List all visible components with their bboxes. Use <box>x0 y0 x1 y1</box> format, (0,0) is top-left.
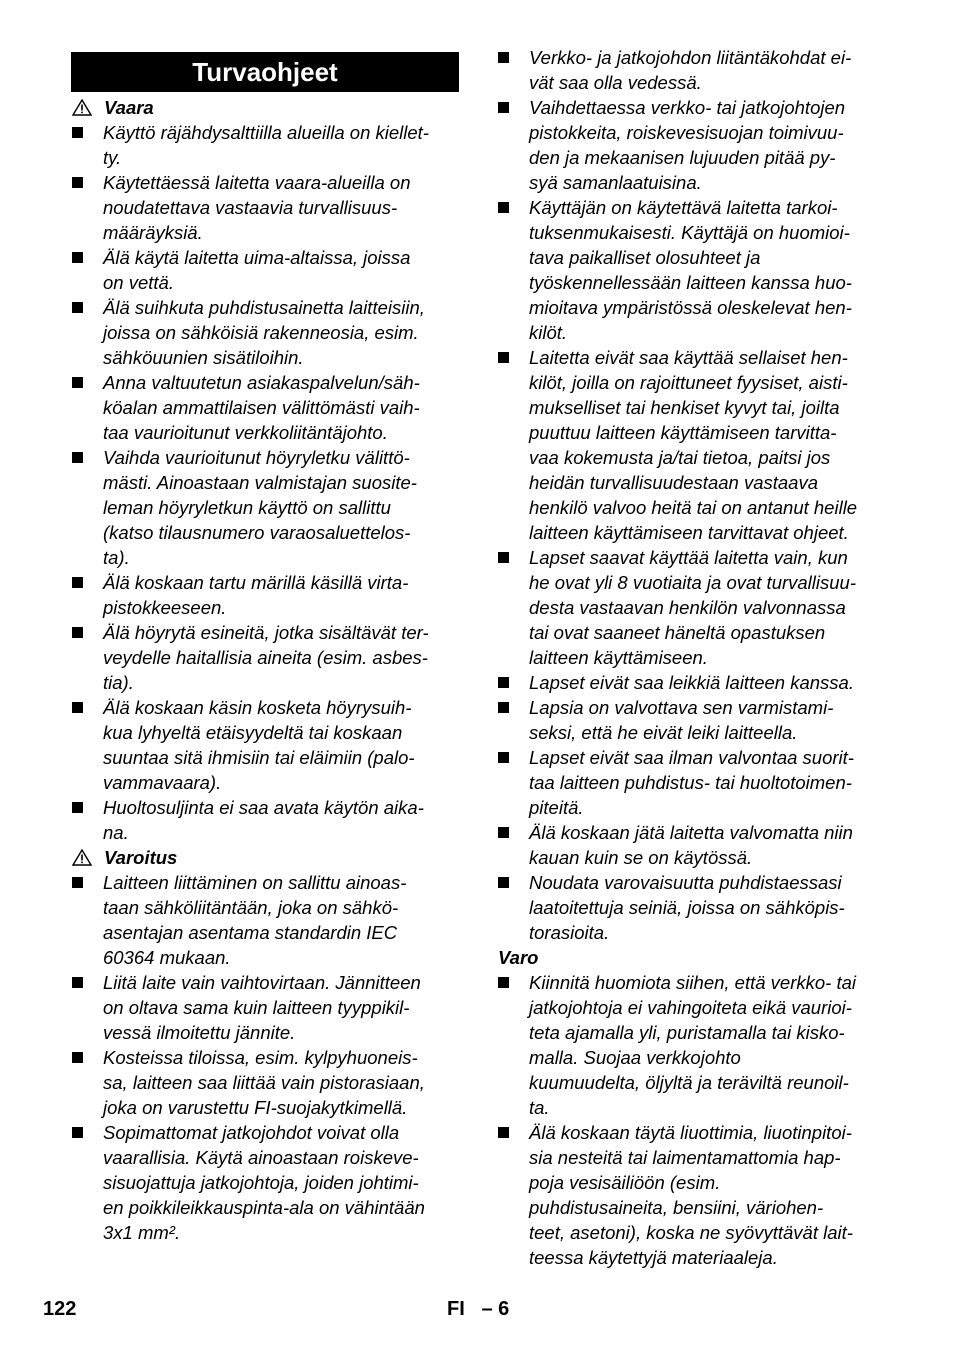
text-line <box>497 795 889 820</box>
left-column-content <box>71 95 459 1245</box>
bullet-item <box>71 695 459 795</box>
bullet-text: Lapsia on valvottava sen varmistami- <box>529 697 834 718</box>
square-bullet-icon <box>72 177 83 188</box>
bullet-text: poja vesisäiliöön (esim. <box>529 1172 721 1193</box>
bullet-text: sähköuunien sisätiloihin. <box>103 347 304 368</box>
bullet-text: kua lyhyeltä etäisyydeltä tai koskaan <box>103 722 403 743</box>
warning-triangle-icon <box>72 849 92 866</box>
bullet-text: tia). <box>103 672 134 693</box>
bullet-item <box>71 570 459 620</box>
text-line <box>71 920 459 945</box>
bullet-text: teet, asetoni), koska ne syövyttävät lait- <box>529 1222 853 1243</box>
text-line <box>497 1145 889 1170</box>
text-line <box>497 320 889 345</box>
text-line <box>497 345 889 370</box>
bullet-text: Liitä laite vain vaihtovirtaan. Jännitteen <box>103 972 421 993</box>
text-line <box>71 1120 459 1145</box>
bullet-text: laitteen käyttämiseen. <box>529 647 708 668</box>
bullet-text: Käyttö räjähdysalttiilla alueilla on kiellet- <box>103 122 429 143</box>
bullet-item <box>71 1120 459 1245</box>
bullet-text: Älä koskaan täytä liuottimia, liuotinpitoi- <box>529 1122 852 1143</box>
text-line <box>497 1220 889 1245</box>
text-line <box>71 320 459 345</box>
text-line <box>71 595 459 620</box>
bullet-text: jatkojohtoja ei vahingoiteta eikä vaurioi- <box>529 997 852 1018</box>
square-bullet-icon <box>498 102 509 113</box>
bullet-text: Kosteissa tiloissa, esim. kylpyhuoneis- <box>103 1047 418 1068</box>
text-line <box>71 720 459 745</box>
square-bullet-icon <box>72 627 83 638</box>
text-line <box>497 145 889 170</box>
square-bullet-icon <box>72 702 83 713</box>
text-line <box>497 895 889 920</box>
square-bullet-icon <box>72 252 83 263</box>
text-line <box>497 1070 889 1095</box>
bullet-item <box>497 95 889 195</box>
text-line <box>497 245 889 270</box>
bullet-text: Vaihdettaessa verkko- tai jatkojohtojen <box>529 97 846 118</box>
page-reference: FI – 6 <box>447 1298 510 1320</box>
heading-text: Varoitus <box>104 847 178 868</box>
bullet-text: kuumuudelta, öljyltä ja teräviltä reunoil- <box>529 1072 849 1093</box>
bullet-text: 60364 mukaan. <box>103 947 231 968</box>
heading-text: Vaara <box>104 97 154 118</box>
text-line <box>497 770 889 795</box>
text-line <box>497 420 889 445</box>
bullet-text: ta). <box>103 547 130 568</box>
warning-heading <box>71 95 459 120</box>
text-line <box>497 270 889 295</box>
text-line <box>71 370 459 395</box>
text-line <box>71 870 459 895</box>
text-line <box>497 620 889 645</box>
bullet-text: en poikkileikkauspinta-ala on vähintään <box>103 1197 425 1218</box>
text-line <box>497 595 889 620</box>
text-line <box>497 1045 889 1070</box>
bullet-text: teessa käytettyjä materiaaleja. <box>529 1247 778 1268</box>
square-bullet-icon <box>498 552 509 563</box>
text-line <box>71 1145 459 1170</box>
text-line <box>497 220 889 245</box>
square-bullet-icon <box>498 827 509 838</box>
text-line <box>497 370 889 395</box>
square-bullet-icon <box>72 377 83 388</box>
square-bullet-icon <box>498 877 509 888</box>
bullet-text: Älä koskaan jätä laitetta valvomatta niin <box>529 822 853 843</box>
text-line <box>71 420 459 445</box>
text-line <box>497 1020 889 1045</box>
text-line <box>71 1020 459 1045</box>
bullet-text: laitteen käyttämiseen tarvittavat ohjeet. <box>529 522 849 543</box>
text-line <box>71 820 459 845</box>
text-line <box>71 1095 459 1120</box>
bullet-text: Kiinnitä huomiota siihen, että verkko- tai <box>529 972 857 993</box>
text-line <box>71 895 459 920</box>
bullet-text: veydelle haitallisia aineita (esim. asbes- <box>103 647 428 668</box>
bullet-text: desta vastaavan henkilön valvonnassa <box>529 597 846 618</box>
bullet-text: ta. <box>529 1097 550 1118</box>
text-line <box>497 1095 889 1120</box>
text-line <box>71 945 459 970</box>
bullet-text: na. <box>103 822 129 843</box>
text-line <box>71 195 459 220</box>
bullet-item <box>497 670 889 695</box>
text-line <box>497 820 889 845</box>
text-line <box>71 695 459 720</box>
text-line <box>497 1195 889 1220</box>
bullet-text: Sopimattomat jatkojohdot voivat olla <box>103 1122 400 1143</box>
bullet-text: taa laitteen puhdistus- tai huoltotoimen- <box>529 772 852 793</box>
square-bullet-icon <box>498 702 509 713</box>
text-line <box>71 495 459 520</box>
square-bullet-icon <box>498 52 509 63</box>
bullet-text: Älä höyrytä esineitä, jotka sisältävät ter- <box>103 622 429 643</box>
bullet-item <box>71 245 459 295</box>
bullet-text: vammavaara). <box>103 772 222 793</box>
bullet-text: (katso tilausnumero varaosaluettelos- <box>103 522 411 543</box>
square-bullet-icon <box>498 202 509 213</box>
bullet-item <box>71 445 459 570</box>
text-line <box>497 170 889 195</box>
bullet-text: Verkko- ja jatkojohdon liitäntäkohdat ei- <box>529 47 852 68</box>
text-line <box>497 445 889 470</box>
bullet-text: joka on varustettu FI-suojakytkimellä. <box>103 1097 408 1118</box>
text-line <box>497 1170 889 1195</box>
square-bullet-icon <box>498 677 509 688</box>
bullet-text: Älä suihkuta puhdistusainetta laitteisiin, <box>103 297 425 318</box>
bullet-text: ty. <box>103 147 122 168</box>
text-line <box>497 470 889 495</box>
bullet-item <box>71 370 459 445</box>
text-line <box>497 970 889 995</box>
bullet-text: tuksenmukaisesti. Käyttäjä on huomioi- <box>529 222 850 243</box>
bullet-item <box>497 195 889 345</box>
bullet-text: Lapset eivät saa ilman valvontaa suorit- <box>529 747 854 768</box>
bullet-text: taa vaurioitunut verkkoliitäntäjohto. <box>103 422 388 443</box>
text-line <box>497 745 889 770</box>
bullet-text: Noudata varovaisuutta puhdistaessasi <box>529 872 842 893</box>
bullet-item <box>71 795 459 845</box>
bullet-text: puhdistusaineita, bensiini, väriohen- <box>529 1197 824 1218</box>
bullet-item <box>497 820 889 870</box>
bullet-item <box>497 45 889 95</box>
bullet-text: Laitetta eivät saa käyttää sellaiset hen- <box>529 347 848 368</box>
text-line <box>71 995 459 1020</box>
text-line <box>71 220 459 245</box>
bullet-text: on oltava sama kuin laitteen tyyppikil- <box>103 997 410 1018</box>
square-bullet-icon <box>498 752 509 763</box>
bullet-text: sa, laitteen saa liittää vain pistorasiaan, <box>103 1072 425 1093</box>
square-bullet-icon <box>72 877 83 888</box>
bullet-text: vessä ilmoitettu jännite. <box>103 1022 296 1043</box>
bullet-text: on vettä. <box>103 272 174 293</box>
text-line <box>497 695 889 720</box>
warning-heading <box>71 845 459 870</box>
text-line <box>497 920 889 945</box>
bullet-text: laatoitettuja seiniä, joissa on sähköpis- <box>529 897 845 918</box>
bullet-text: leman höyryletkun käyttö on sallittu <box>103 497 391 518</box>
page-number: 122 <box>43 1298 77 1320</box>
bullet-text: 3x1 mm². <box>103 1222 181 1243</box>
bullet-text: työskennellessään laitteen kanssa huo- <box>529 272 852 293</box>
text-line <box>497 495 889 520</box>
bullet-text: mästi. Ainoastaan valmistajan suosite- <box>103 472 417 493</box>
bullet-text: pistokkeita, roiskevesisuojan toimivuu- <box>529 122 844 143</box>
text-line <box>497 295 889 320</box>
text-line <box>497 645 889 670</box>
bullet-text: sia nesteitä tai laimentamattomia hap- <box>529 1147 841 1168</box>
text-line <box>71 545 459 570</box>
text-line <box>71 295 459 320</box>
text-line <box>497 1120 889 1145</box>
square-bullet-icon <box>72 977 83 988</box>
text-line <box>497 195 889 220</box>
square-bullet-icon <box>498 352 509 363</box>
text-line <box>497 720 889 745</box>
square-bullet-icon <box>498 977 509 988</box>
text-line <box>71 1045 459 1070</box>
text-line <box>71 520 459 545</box>
text-line <box>71 745 459 770</box>
square-bullet-icon <box>72 302 83 313</box>
text-line <box>71 645 459 670</box>
text-line <box>71 270 459 295</box>
bullet-text: torasioita. <box>529 922 610 943</box>
text-line <box>71 770 459 795</box>
text-line <box>497 95 889 120</box>
text-line <box>71 145 459 170</box>
bullet-text: vaarallisia. Käytä ainoastaan roiskeve- <box>103 1147 419 1168</box>
bullet-text: Anna valtuutetun asiakaspalvelun/säh- <box>103 372 420 393</box>
text-line <box>71 570 459 595</box>
text-line <box>71 1220 459 1245</box>
text-line <box>71 1070 459 1095</box>
bullet-text: Lapset eivät saa leikkiä laitteen kanssa. <box>529 672 854 693</box>
bullet-item <box>71 170 459 245</box>
bullet-item <box>497 345 889 545</box>
text-line <box>71 120 459 145</box>
text-line <box>71 395 459 420</box>
text-line <box>497 70 889 95</box>
text-line <box>497 120 889 145</box>
bullet-text: malla. Suojaa verkkojohto <box>529 1047 741 1068</box>
bullet-text: henkilö valvoo heitä tai on antanut heille <box>529 497 858 518</box>
text-line <box>497 670 889 695</box>
text-line <box>71 670 459 695</box>
bullet-text: kilöt. <box>529 322 568 343</box>
text-line <box>71 245 459 270</box>
text-line <box>71 445 459 470</box>
bullet-text: noudatettava vastaavia turvallisuus- <box>103 197 398 218</box>
bullet-text: he ovat yli 8 vuotiaita ja ovat turvallisuu- <box>529 572 857 593</box>
bullet-text: puuttuu laitteen käyttämiseen tarvitta- <box>529 422 837 443</box>
bullet-text: Älä käytä laitetta uima-altaissa, joissa <box>103 247 411 268</box>
bullet-item <box>497 970 889 1120</box>
text-line <box>71 1170 459 1195</box>
square-bullet-icon <box>72 1052 83 1063</box>
bullet-text: Vaihda vaurioitunut höyryletku välittö- <box>103 447 410 468</box>
bullet-text: köalan ammattilaisen välittömästi vaih- <box>103 397 420 418</box>
bullet-text: Älä koskaan käsin kosketa höyrysuih- <box>103 697 412 718</box>
bullet-item <box>497 1120 889 1270</box>
bullet-text: Huoltosuljinta ei saa avata käytön aika- <box>103 797 424 818</box>
square-bullet-icon <box>72 1127 83 1138</box>
right-column-content <box>497 45 889 1270</box>
bullet-text: Älä koskaan tartu märillä käsillä virta- <box>103 572 409 593</box>
text-line <box>497 1245 889 1270</box>
bullet-text: suuntaa sitä ihmisiin tai eläimiin (palo- <box>103 747 415 768</box>
bullet-item <box>71 620 459 695</box>
square-bullet-icon <box>72 802 83 813</box>
text-line <box>497 995 889 1020</box>
square-bullet-icon <box>72 452 83 463</box>
bullet-item <box>71 295 459 370</box>
bullet-item <box>71 870 459 970</box>
bullet-text: mukselliset tai henkiset kyvyt tai, joilta <box>529 397 840 418</box>
square-bullet-icon <box>498 1127 509 1138</box>
bullet-text: piteitä. <box>529 797 584 818</box>
bullet-text: tai ovat saaneet häneltä opastuksen <box>529 622 826 643</box>
bullet-text: kilöt, joilla on rajoittuneet fyysiset, aisti- <box>529 372 848 393</box>
bullet-text: teta ajamalla yli, puristamalla tai kisko- <box>529 1022 845 1043</box>
bullet-text: den ja mekaanisen lujuuden pitää py- <box>529 147 836 168</box>
text-line <box>71 970 459 995</box>
text-line <box>71 795 459 820</box>
text-line <box>497 845 889 870</box>
text-line <box>71 620 459 645</box>
bullet-text: seksi, että he eivät leiki laitteella. <box>529 722 798 743</box>
bullet-item <box>497 870 889 945</box>
bullet-text: asentajan asentama standardin IEC <box>103 922 398 943</box>
bullet-text: Käyttäjän on käytettävä laitetta tarkoi- <box>529 197 838 218</box>
bullet-text: Laitteen liittäminen on sallittu ainoas- <box>103 872 407 893</box>
square-bullet-icon <box>72 577 83 588</box>
warning-triangle-icon <box>72 99 92 116</box>
text-line <box>71 470 459 495</box>
heading-text: Varo <box>498 947 539 968</box>
bullet-item <box>71 970 459 1045</box>
text-line <box>497 520 889 545</box>
bullet-item <box>71 1045 459 1120</box>
text-line <box>497 545 889 570</box>
bullet-text: pistokkeeseen. <box>103 597 227 618</box>
bullet-text: mioitava ympäristössä oleskelevat hen- <box>529 297 852 318</box>
bullet-text: Lapset saavat käyttää laitetta vain, kun <box>529 547 848 568</box>
square-bullet-icon <box>72 127 83 138</box>
bullet-item <box>497 695 889 745</box>
bullet-text: taan sähköliitäntään, joka on sähkö- <box>103 897 399 918</box>
bullet-text: vät saa olla vedessä. <box>529 72 702 93</box>
page-title: Turvaohjeet <box>71 52 459 92</box>
bullet-item <box>71 120 459 170</box>
bullet-text: Käytettäessä laitetta vaara-alueilla on <box>103 172 411 193</box>
bullet-text: heidän turvallisuudestaan vastaava <box>529 472 818 493</box>
text-line <box>71 345 459 370</box>
bullet-text: joissa on sähköisiä rakenneosia, esim. <box>103 322 419 343</box>
text-line <box>497 395 889 420</box>
bullet-text: kauan kuin se on käytössä. <box>529 847 753 868</box>
text-line <box>71 170 459 195</box>
section-heading <box>497 945 889 970</box>
text-line <box>497 570 889 595</box>
text-line <box>71 1195 459 1220</box>
bullet-text: syä samanlaatuisina. <box>529 172 702 193</box>
bullet-text: sisuojattuja jatkojohtoja, joiden johtimi- <box>103 1172 419 1193</box>
text-line <box>497 45 889 70</box>
text-line <box>497 870 889 895</box>
bullet-text: vaa kokemusta ja/tai tietoa, paitsi jos <box>529 447 831 468</box>
bullet-text: tava paikalliset olosuhteet ja <box>529 247 761 268</box>
bullet-item <box>497 545 889 670</box>
bullet-text: määräyksiä. <box>103 222 203 243</box>
bullet-item <box>497 745 889 820</box>
